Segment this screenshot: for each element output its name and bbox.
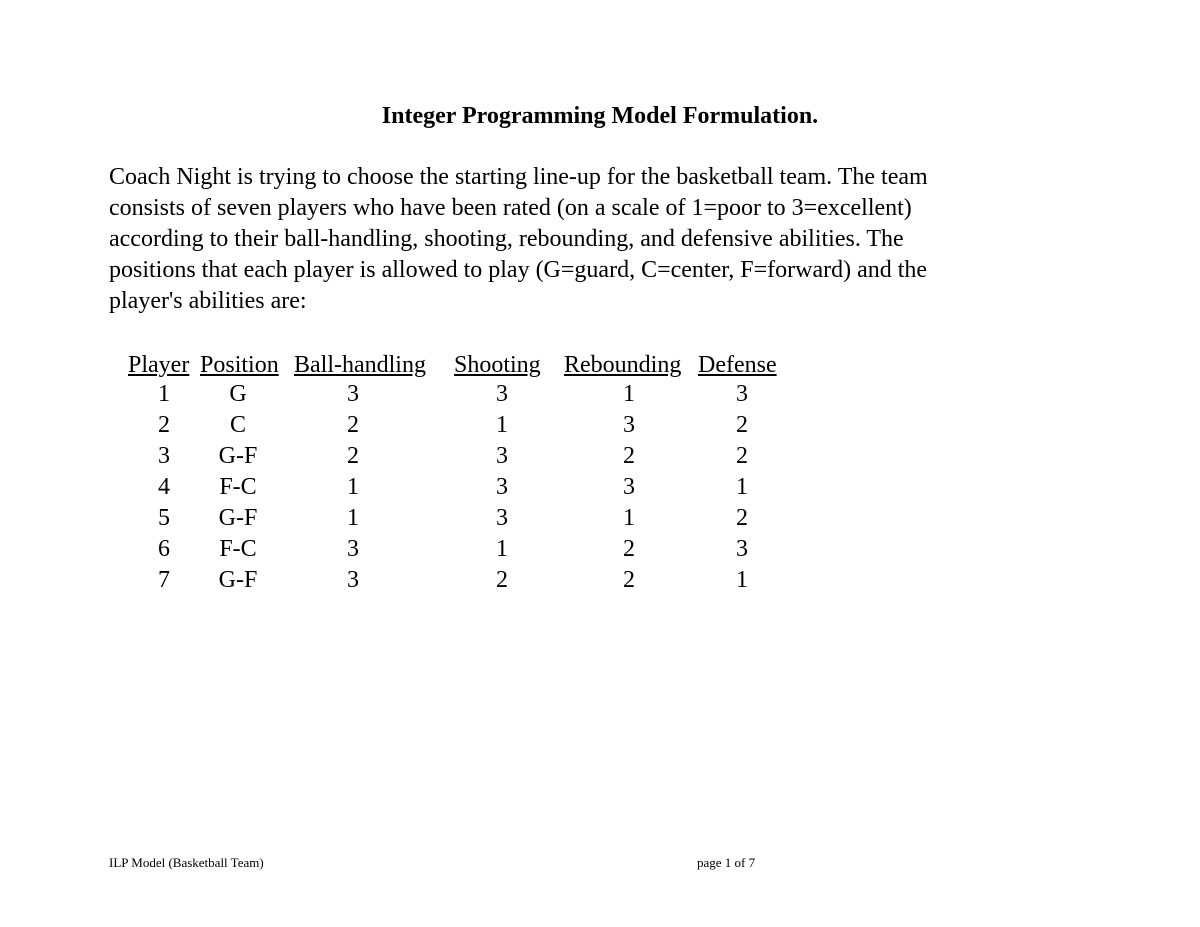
footer-document-name: ILP Model (Basketball Team) [109,855,264,870]
cell-player: 1 [158,381,170,407]
cell-defense: 1 [736,474,748,500]
intro-paragraph [109,162,1069,317]
table-row [128,565,784,596]
cell-ball-handling: 1 [347,505,359,531]
cell-defense: 2 [736,412,748,438]
intro-line: Coach Night is trying to choose the starting line-up for the basketball team. The team [109,164,928,190]
cell-rebounding: 2 [623,567,635,593]
cell-defense: 2 [736,443,748,469]
table-header-row [128,351,784,379]
table-row [128,472,784,503]
table-row [128,534,784,565]
intro-line: player's abilities are: [109,288,307,314]
footer-page-number: page 1 of 7 [697,855,756,870]
player-abilities-table [128,351,784,596]
cell-shooting: 3 [496,443,508,469]
cell-rebounding: 1 [623,505,635,531]
cell-shooting: 3 [496,505,508,531]
header-position: Position [200,352,279,378]
cell-position: F-C [219,474,257,500]
header-player: Player [128,352,190,378]
cell-shooting: 1 [496,536,508,562]
cell-player: 5 [158,505,170,531]
cell-ball-handling: 1 [347,474,359,500]
cell-ball-handling: 2 [347,443,359,469]
cell-position: C [229,412,246,438]
cell-rebounding: 2 [623,536,635,562]
cell-player: 2 [158,412,170,438]
cell-rebounding: 1 [623,381,635,407]
cell-shooting: 3 [496,474,508,500]
cell-rebounding: 3 [623,412,635,438]
page-title: Integer Programming Model Formulation. [381,103,819,129]
cell-defense: 3 [736,536,748,562]
cell-defense: 3 [736,381,748,407]
cell-shooting: 1 [496,412,508,438]
cell-ball-handling: 3 [347,567,359,593]
cell-position: G-F [218,567,258,593]
cell-player: 4 [158,474,170,500]
table-row [128,503,784,534]
cell-position: G [229,381,247,407]
cell-ball-handling: 2 [347,412,359,438]
cell-ball-handling: 3 [347,536,359,562]
table-row [128,441,784,472]
intro-line: consists of seven players who have been rated (on a scale of 1=poor to 3=excellent) [109,195,912,221]
cell-defense: 2 [736,505,748,531]
cell-player: 3 [158,443,170,469]
cell-position: F-C [219,536,257,562]
header-ball-handling: Ball-handling [294,352,426,378]
header-shooting: Shooting [454,352,541,378]
cell-position: G-F [218,443,258,469]
cell-rebounding: 3 [623,474,635,500]
table-row [128,379,784,410]
cell-shooting: 2 [496,567,508,593]
intro-line: according to their ball-handling, shooting, rebounding, and defensive abilities. The [109,226,904,252]
cell-defense: 1 [736,567,748,593]
cell-position: G-F [218,505,258,531]
header-rebounding: Rebounding [564,352,682,378]
cell-rebounding: 2 [623,443,635,469]
cell-shooting: 3 [496,381,508,407]
cell-player: 7 [158,567,170,593]
table-row [128,410,784,441]
cell-player: 6 [158,536,170,562]
intro-line: positions that each player is allowed to play (G=guard, C=center, F=forward) and the [109,257,928,283]
cell-ball-handling: 3 [347,381,359,407]
header-defense: Defense [698,352,777,378]
